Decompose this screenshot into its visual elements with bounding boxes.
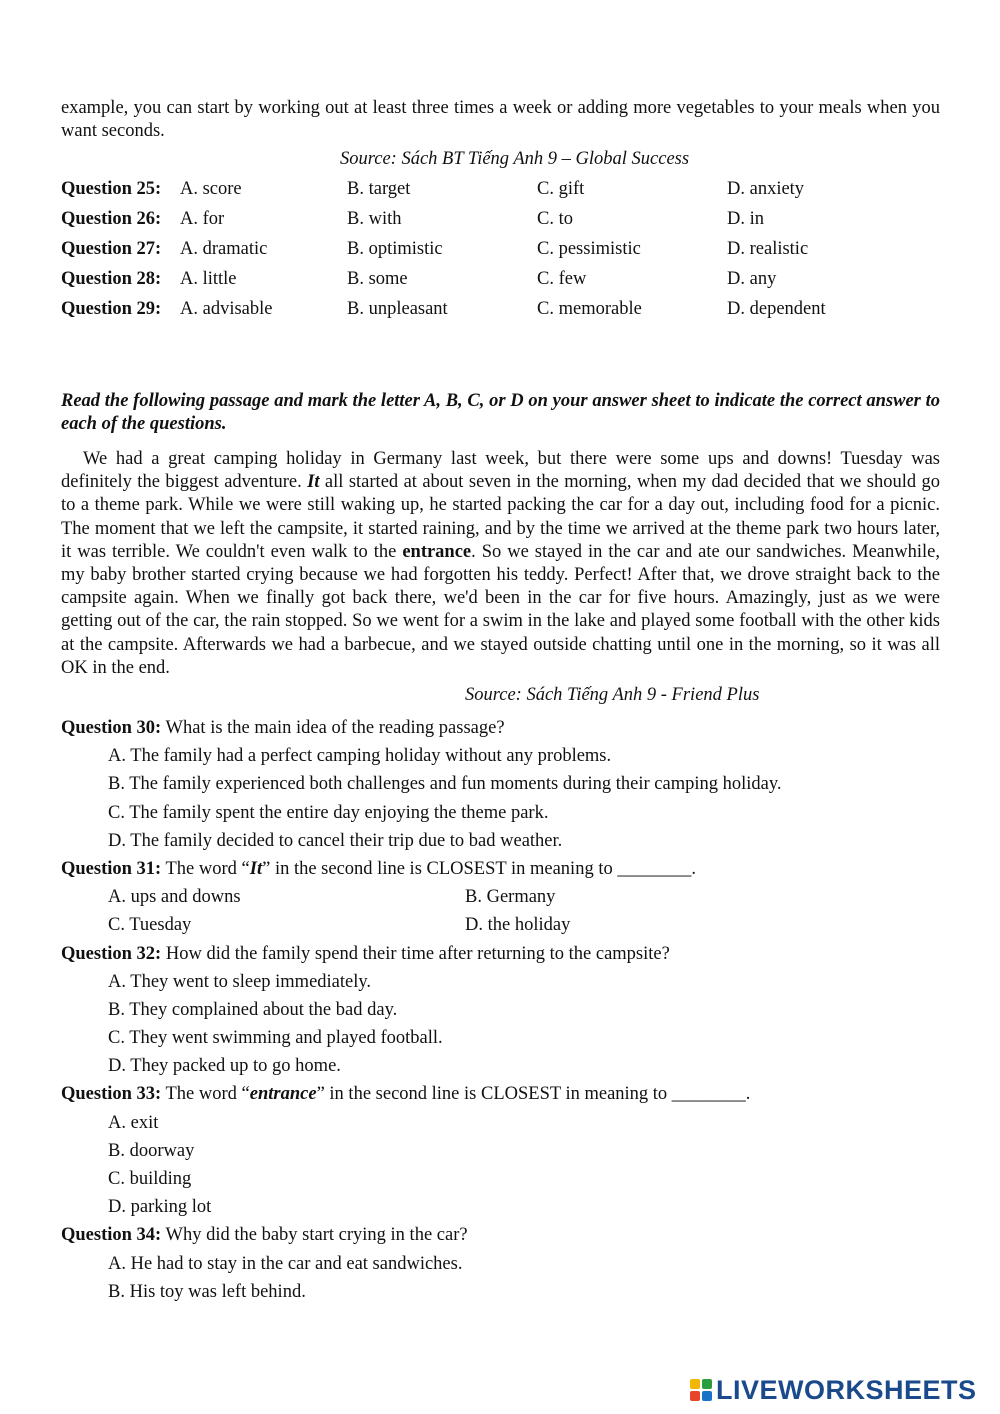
question-text: ” in the second line is CLOSEST in meaning to ________. — [316, 1084, 751, 1105]
question-label: Question 28: — [61, 269, 162, 289]
question-34 — [61, 1223, 940, 1251]
answer-option: A. He had to stay in the car and eat sandwiches. — [108, 1253, 463, 1274]
logo-block — [702, 1379, 712, 1389]
answer-option-row — [61, 885, 940, 913]
option-b: B. target — [347, 179, 411, 199]
question-label: Question 27: — [61, 239, 162, 259]
option-d: D. dependent — [727, 299, 826, 319]
answer-option: D. parking lot — [108, 1197, 212, 1218]
question-text: The word “ — [161, 858, 250, 879]
answer-option: C. They went swimming and played football. — [108, 1028, 443, 1049]
option-c: C. pessimistic — [537, 239, 641, 259]
question-label: Question 31: — [61, 858, 162, 879]
question-32 — [61, 942, 940, 970]
option-a: A. for — [180, 209, 225, 229]
cloze-question-table — [61, 177, 940, 327]
question-text: The word “ — [161, 1084, 250, 1105]
answer-option: A. They went to sleep immediately. — [108, 971, 372, 992]
source-citation-1: Source: Sách BT Tiếng Anh 9 – Global Success — [340, 149, 690, 169]
answer-option: D. the holiday — [465, 915, 571, 936]
question-text: Why did the baby start crying in the car? — [161, 1225, 468, 1246]
answer-option: B. doorway — [108, 1140, 195, 1161]
answer-option: C. Tuesday — [108, 915, 192, 936]
passage-text: We had a great camping holiday in Germany last week, but there were some ups and downs! Tuesday was definitely the biggest adventure. — [61, 449, 940, 493]
question-row — [61, 177, 940, 207]
answer-option: B. They complained about the bad day. — [108, 999, 398, 1020]
option-d: D. in — [727, 209, 764, 229]
answer-option-row — [61, 913, 940, 941]
passage-keyword-entrance: entrance — [402, 541, 472, 562]
logo-block — [702, 1391, 712, 1401]
reading-questions — [61, 716, 940, 1308]
option-d: D. any — [727, 269, 777, 289]
question-row — [61, 237, 940, 267]
answer-option: B. His toy was left behind. — [108, 1281, 306, 1302]
answer-option: C. building — [108, 1169, 192, 1189]
option-b: B. some — [347, 269, 408, 289]
liveworksheets-logo[interactable] — [690, 1376, 977, 1404]
logo-blocks-icon — [690, 1379, 712, 1401]
question-text: How did the family spend their time after returning to the campsite? — [161, 943, 670, 964]
option-b: B. unpleasant — [347, 299, 448, 319]
option-d: D. realistic — [727, 239, 809, 259]
logo-block — [690, 1379, 700, 1389]
answer-option: B. The family experienced both challenges and fun moments during their camping holiday. — [108, 774, 782, 795]
intro-paragraph: example, you can start by working out at least three times a week or adding more vegetables to your meals when you want seconds. — [61, 98, 940, 141]
option-b: B. with — [347, 209, 402, 229]
passage-text: all started at about seven in the morning, when my dad decided that we should go to a theme park. While we were still waking up, he started packing the car for a day out, including food for a picnic. The moment that we left the campsite, it started raining, and by the time we arrived at the theme park two hours later, it was terrible. We couldn't even walk to the — [61, 472, 940, 562]
answer-option: A. ups and downs — [108, 887, 241, 908]
question-30 — [61, 716, 940, 744]
question-text: What is the main idea of the reading passage? — [161, 718, 505, 738]
question-label: Question 33: — [61, 1084, 162, 1105]
question-33 — [61, 1082, 940, 1110]
option-c: C. gift — [537, 179, 585, 199]
option-a: A. little — [180, 269, 237, 289]
source-citation-2: Source: Sách Tiếng Anh 9 - Friend Plus — [465, 685, 760, 705]
answer-option: D. They packed up to go home. — [108, 1056, 341, 1077]
passage-keyword-it: It — [307, 472, 320, 493]
question-row — [61, 267, 940, 297]
option-a: A. advisable — [180, 299, 273, 319]
answer-option: C. The family spent the entire day enjoying the theme park. — [108, 802, 549, 823]
question-row — [61, 297, 940, 327]
option-c: C. few — [537, 269, 587, 289]
option-a: A. dramatic — [180, 239, 268, 259]
answer-option: A. The family had a perfect camping holiday without any problems. — [108, 746, 612, 767]
question-31 — [61, 857, 940, 885]
question-label: Question 32: — [61, 943, 162, 964]
option-c: C. memorable — [537, 299, 642, 319]
option-b: B. optimistic — [347, 239, 443, 259]
logo-block — [690, 1391, 700, 1401]
answer-option: A. exit — [108, 1112, 159, 1133]
question-label: Question 29: — [61, 299, 162, 319]
option-d: D. anxiety — [727, 179, 805, 199]
logo-text: LIVEWORKSHEETS — [716, 1374, 977, 1405]
option-c: C. to — [537, 209, 573, 229]
reading-passage — [61, 448, 940, 680]
question-text: ” in the second line is CLOSEST in meaning to ________. — [262, 858, 696, 879]
question-label: Question 30: — [61, 718, 162, 738]
answer-option: B. Germany — [465, 887, 556, 908]
passage-text: . So we stayed in the car and ate our sandwiches. Meanwhile, my baby brother started crying because we had forgotten his teddy. Perfect! After that, we drove straight back to the campsite again. When we finally got back there, we'd been in the car for five hours. Amazingly, just as we were getting out of the car, the rain stopped. So we went for a swim in the lake and played some football with the other kids at the campsite. Afterwards we had a barbecue, and we stayed outside chatting until one in the morning, so it was all OK in the end. — [61, 541, 940, 678]
question-keyword: entrance — [249, 1084, 317, 1105]
option-a: A. score — [180, 179, 242, 199]
question-keyword: It — [249, 858, 263, 879]
question-label: Question 34: — [61, 1225, 162, 1246]
question-label: Question 25: — [61, 179, 162, 199]
reading-instruction: Read the following passage and mark the letter A, B, C, or D on your answer sheet to indicate the correct answer to each of the questions. — [61, 391, 940, 434]
answer-option: D. The family decided to cancel their trip due to bad weather. — [108, 830, 563, 851]
question-row — [61, 207, 940, 237]
worksheet-page — [61, 0, 940, 1414]
question-label: Question 26: — [61, 209, 162, 229]
